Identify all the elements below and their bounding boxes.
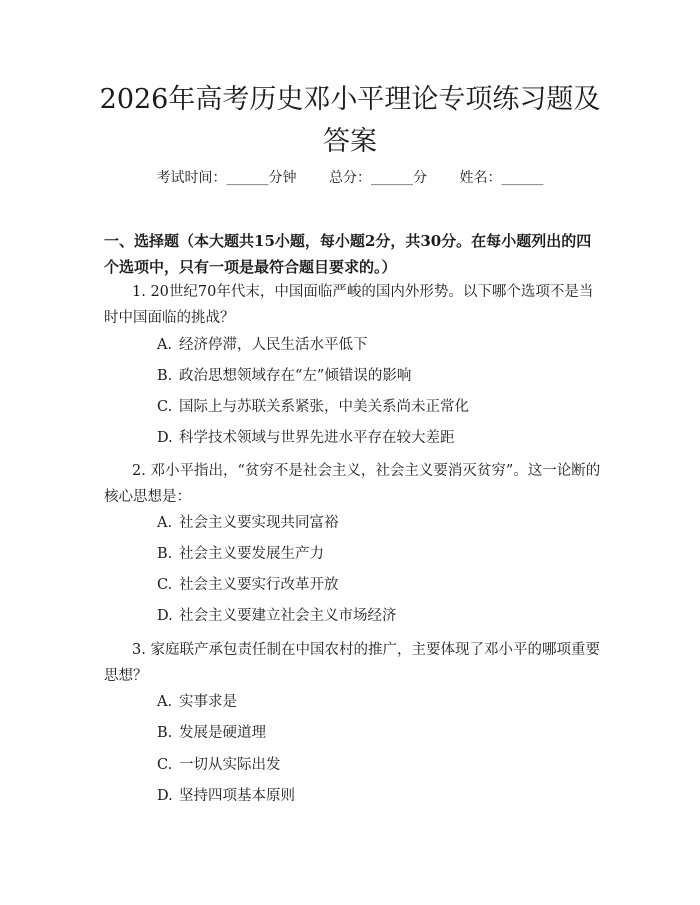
- option-2d: [157, 606, 597, 626]
- question-text: 3. 家庭联产承包责任制在中国农村的推广，主要体现了邓小平的哪项重要思想？: [104, 642, 600, 684]
- question-2: [104, 458, 604, 510]
- option-text: 经济停滞，人民生活水平低下: [179, 337, 368, 353]
- option-text: 社会主义要建立社会主义市场经济: [179, 608, 397, 624]
- student-name-field: 姓名：______: [459, 170, 544, 186]
- option-letter: D.: [157, 430, 173, 446]
- page-title: 2026年高考历史邓小平理论专项练习题及答案: [99, 84, 601, 157]
- option-text: 政治思想领域存在“左”倾错误的影响: [179, 368, 412, 384]
- option-2c: [157, 575, 597, 595]
- option-3c: [157, 755, 597, 775]
- option-text: 一切从实际出发: [179, 757, 281, 773]
- section-heading: 一、选择题（本大题共15小题，每小题2分，共30分。在每小题列出的四个选项中，只有一项是最符合题目要求的。）: [104, 232, 592, 276]
- option-letter: D.: [157, 608, 173, 624]
- option-3b: [157, 723, 597, 743]
- option-text: 社会主义要实行改革开放: [179, 577, 339, 593]
- option-text: 坚持四项基本原则: [179, 788, 295, 804]
- option-text: 实事求是: [179, 694, 237, 710]
- option-2b: [157, 544, 597, 564]
- option-letter: B.: [157, 368, 173, 384]
- option-text: 社会主义要发展生产力: [179, 546, 324, 562]
- option-1d: [157, 428, 597, 448]
- option-1a: [157, 335, 597, 355]
- option-letter: D.: [157, 788, 173, 804]
- option-letter: C.: [157, 757, 173, 773]
- option-letter: C.: [157, 577, 173, 593]
- exam-info-line: [0, 168, 700, 188]
- option-1b: [157, 366, 597, 386]
- total-score-field: 总分：______分: [329, 170, 427, 186]
- option-letter: B.: [157, 546, 173, 562]
- option-2a: [157, 513, 597, 533]
- option-letter: A.: [157, 337, 173, 353]
- option-letter: A.: [157, 515, 173, 531]
- option-3d: [157, 786, 597, 806]
- exam-time-field: 考试时间：______分钟: [156, 170, 297, 186]
- option-letter: A.: [157, 694, 173, 710]
- question-text: 2. 邓小平指出，“贫穷不是社会主义，社会主义要消灭贫穷”。这一论断的核心思想是：: [104, 463, 601, 505]
- option-text: 科学技术领域与世界先进水平存在较大差距: [179, 430, 455, 446]
- option-text: 国际上与苏联关系紧张，中美关系尚未正常化: [179, 399, 469, 415]
- option-text: 发展是硬道理: [179, 725, 266, 741]
- option-text: 社会主义要实现共同富裕: [179, 515, 339, 531]
- option-letter: B.: [157, 725, 173, 741]
- option-letter: C.: [157, 399, 173, 415]
- question-1: [104, 279, 604, 331]
- question-3: [104, 637, 604, 689]
- option-1c: [157, 397, 597, 417]
- option-3a: [157, 692, 597, 712]
- question-text: 1. 20世纪70年代末，中国面临严峻的国内外形势。以下哪个选项不是当时中国面临的挑战？: [104, 284, 594, 326]
